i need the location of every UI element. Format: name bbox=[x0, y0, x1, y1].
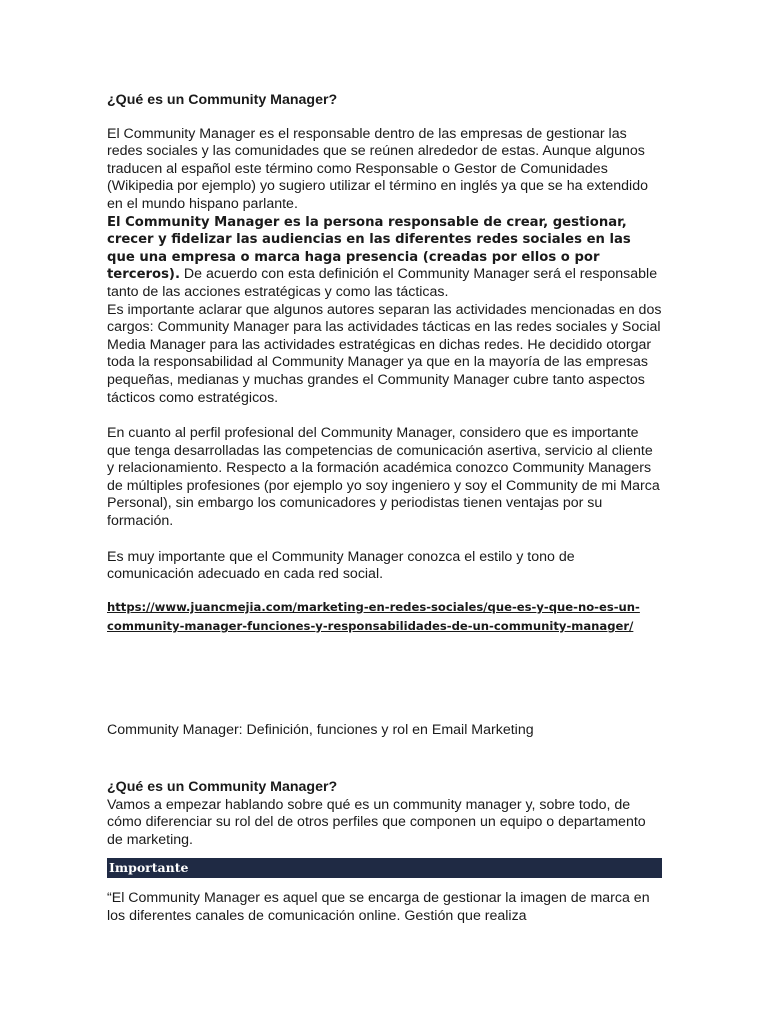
paragraph-style: Es muy importante que el Community Manager conozca el estilo y tono de comunicación adecuado en cada red social. bbox=[107, 548, 575, 583]
paragraph-responsibility bbox=[107, 214, 663, 302]
source-link[interactable] bbox=[107, 598, 663, 636]
bold-definition: El Community Manager es la persona responsable de crear, gestionar, crecer y fidelizar las audiencias en las diferentes redes sociales en las que una empresa o marca haga presencia (creadas por ellos o por terceros). bbox=[107, 214, 631, 283]
section-heading: ¿Qué es un Community Manager? bbox=[107, 92, 338, 108]
paragraph-quote: “El Community Manager es aquel que se encarga de gestionar la imagen de marca en los diferentes canales de comunicación online. Gestión que realiza bbox=[107, 890, 650, 924]
paragraph-responsibility-rest: De acuerdo con esta definición el Community Manager será el responsable tanto de las acciones estratégicas y como las tácticas. bbox=[107, 266, 658, 300]
paragraph-roles: Es importante aclarar que algunos autores separan las actividades mencionadas en dos cargos: Community Manager para las actividades tácticas en las redes sociales y Social Media Manager para las actividades estratégicas en dichas redes. He decidido otorgar toda la responsabilidad al Community Manager ya que en la mayoría de las empresas pequeñas, medianas y muchas grandes el Community Manager cubre tanto aspectos tácticos como estratégicos. bbox=[107, 301, 662, 406]
paragraph-intro: Vamos a empezar hablando sobre qué es un community manager y, sobre todo, de cómo diferenciar su rol del de otros perfiles que componen un equipo o departamento de marketing. bbox=[107, 796, 646, 848]
source-link-line1: https://www.juancmejia.com/marketing-en-redes-sociales/que-es-y-que-no-es-un- bbox=[107, 599, 640, 614]
article-title: Community Manager: Definición, funciones y rol en Email Marketing bbox=[107, 722, 534, 738]
section-heading-2: ¿Qué es un Community Manager? bbox=[107, 779, 338, 795]
paragraph-definition: El Community Manager es el responsable dentro de las empresas de gestionar las redes sociales y las comunidades que se reúnen alrededor de estas. Aunque algunos traducen al español este término como Responsable o Gestor de Comunidades (Wikipedia por ejemplo) yo sugiero utilizar el término en inglés ya que se ha extendido en el mundo hispano parlante. bbox=[107, 125, 648, 212]
source-link-line2: community-manager-funciones-y-responsabilidades-de-un-community-manager/ bbox=[107, 618, 634, 633]
document-body bbox=[107, 92, 663, 636]
paragraph-profile: En cuanto al perfil profesional del Community Manager, considero que es importante que tenga desarrolladas las competencias de comunicación asertiva, servicio al cliente y relacionamiento. Respecto a la formación académica conozco Community Managers de múltiples profesiones (por ejemplo yo soy ingeniero y soy el Community de mi Marca Personal), sin embargo los comunicadores y periodistas tienen ventajas por su formación. bbox=[107, 425, 660, 530]
second-section bbox=[107, 779, 663, 849]
important-banner: Importante bbox=[107, 858, 662, 878]
